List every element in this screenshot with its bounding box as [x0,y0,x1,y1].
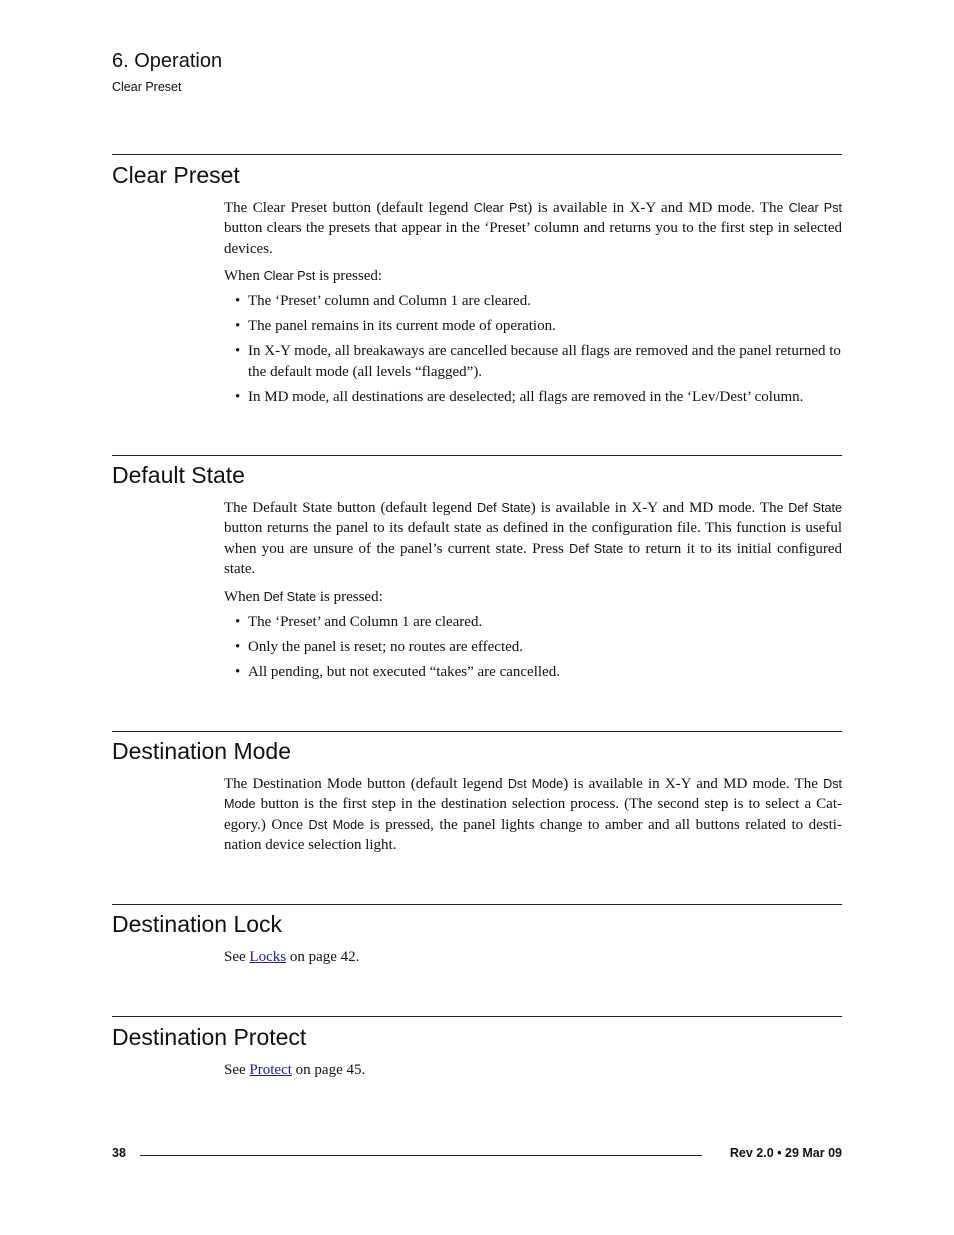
paragraph: When Def State is pressed: [224,588,383,605]
button-legend: Clear Pst [788,201,843,215]
paragraph: See Locks on page 42. [224,949,360,965]
section-body-destination-lock [224,947,842,967]
paragraph: The Destination Mode button (default legend Dst Mode) is available in X-Y and MD mode. The Dst Mode button is the first step in the destination selection process. (The second step is to select a Category.) Once Dst Mode is pressed, the panel lights change to amber and all buttons related to destination device selection light. [224,776,842,853]
section-body-clear-preset [224,198,842,412]
paragraph: The Clear Preset button (default legend Clear Pst) is available in X-Y and MD mode. The Clear Pst button clears the presets that appear in the ‘Preset’ column and returns you to the first step in selected devices. [224,200,843,257]
button-legend: Def State [477,501,531,515]
footer-rule [140,1155,702,1156]
protect-link[interactable]: Protect [249,1062,292,1078]
paragraph: The Default State button (default legend Def State) is available in X-Y and MD mode. The Def State button returns the panel to its default state as defined in the configuration file. This function is useful when you are unsure of the panel’s current state. Press Def State to return it to its initial configured state. [224,500,842,577]
list-item: • In X-Y mode, all breakaways are cancelled because all flags are removed and the panel returned to the default mode (all levels “flagged”). [235,343,841,380]
paragraph: See Protect on page 45. [224,1062,366,1078]
button-legend: Dst Mode [224,777,842,812]
button-legend: Def State [569,541,624,556]
section-divider [112,1016,842,1017]
list-item: • The ‘Preset’ and Column 1 are cleared. [235,613,483,630]
paragraph: When Clear Pst is pressed: [224,268,383,285]
section-title-destination-mode: Destination Mode [112,738,291,764]
section-title-destination-protect: Destination Protect [112,1024,307,1050]
locks-link[interactable]: Locks [249,949,287,965]
section-body-default-state [224,498,842,687]
page-number: 38 [112,1146,126,1160]
list-item: • In MD mode, all destinations are deselected; all flags are removed in the ‘Lev/Dest’ column. [235,388,804,405]
section-divider [112,455,842,456]
bullet-list [224,291,842,407]
button-legend: Dst Mode [507,777,564,791]
section-title-default-state: Default State [112,462,245,488]
list-item: • All pending, but not executed “takes” are cancelled. [235,663,560,680]
chapter-heading: 6. Operation [112,50,223,72]
section-divider [112,731,842,732]
revision-info: Rev 2.0 • 29 Mar 09 [729,1146,842,1160]
list-item: • The ‘Preset’ column and Column 1 are cleared. [235,293,531,310]
section-title-destination-lock: Destination Lock [112,911,283,937]
list-item: • The panel remains in its current mode of operation. [235,318,556,335]
button-legend: Def State [263,589,317,604]
running-section-title: Clear Preset [112,80,182,94]
section-title-clear-preset: Clear Preset [112,162,240,188]
list-item: • Only the panel is reset; no routes are effected. [235,638,524,655]
button-legend: Dst Mode [308,817,365,832]
button-legend: Clear Pst [263,269,316,284]
button-legend: Def State [788,501,842,515]
button-legend: Clear Pst [473,201,528,215]
bullet-list [224,612,842,682]
section-body-destination-protect [224,1060,842,1080]
section-divider [112,904,842,905]
section-body-destination-mode [224,774,842,855]
section-divider [112,154,842,155]
